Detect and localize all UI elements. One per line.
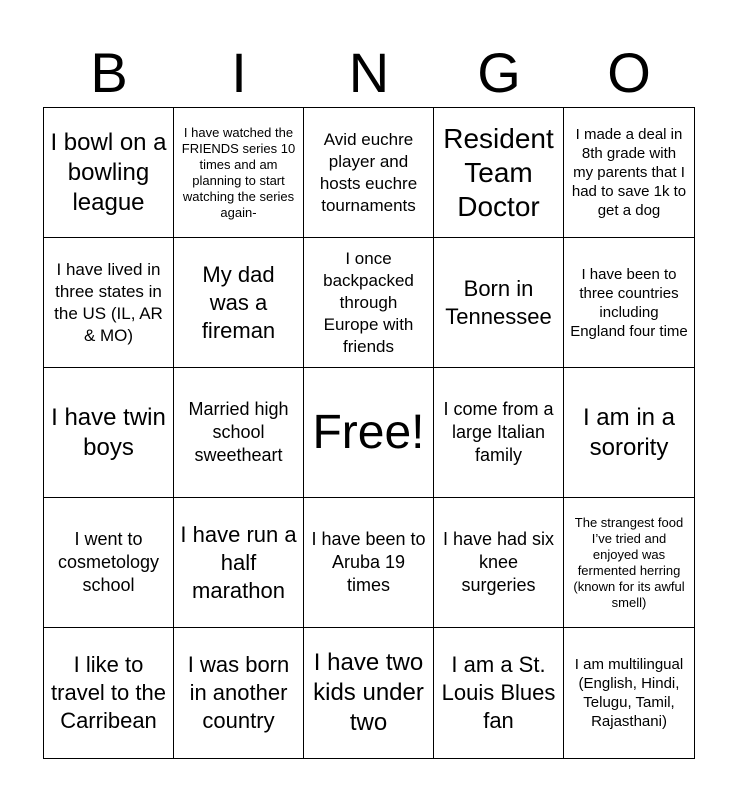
bingo-cell[interactable]: I am in a sorority <box>564 368 694 498</box>
bingo-cell[interactable]: I have been to Aruba 19 times <box>304 498 434 628</box>
bingo-cell[interactable]: I was born in another country <box>174 628 304 758</box>
bingo-cell[interactable]: Resident Team Doctor <box>434 108 564 238</box>
bingo-cell[interactable]: I have run a half marathon <box>174 498 304 628</box>
bingo-cell[interactable]: I have twin boys <box>44 368 174 498</box>
bingo-board <box>43 107 695 759</box>
header-letter-b: B <box>90 41 128 104</box>
bingo-cell[interactable]: I made a deal in 8th grade with my parents that I had to save 1k to get a dog <box>564 108 694 238</box>
bingo-cell[interactable]: The strangest food I’ve tried and enjoyed was fermented herring (known for its awful smell) <box>564 498 694 628</box>
header-letter-i: I <box>231 41 247 104</box>
bingo-cell[interactable]: I have watched the FRIENDS series 10 times and am planning to start watching the series again- <box>174 108 304 238</box>
header-letter-n: N <box>348 41 390 104</box>
bingo-cell[interactable]: I bowl on a bowling league <box>44 108 174 238</box>
bingo-cell[interactable]: I have had six knee surgeries <box>434 498 564 628</box>
bingo-cell[interactable]: Avid euchre player and hosts euchre tournaments <box>304 108 434 238</box>
bingo-cell[interactable]: Born in Tennessee <box>434 238 564 368</box>
bingo-cell[interactable]: I went to cosmetology school <box>44 498 174 628</box>
free-space[interactable]: Free! <box>304 368 434 498</box>
bingo-cell[interactable]: Married high school sweetheart <box>174 368 304 498</box>
bingo-cell[interactable]: I am multilingual (English, Hindi, Telugu, Tamil, Rajasthani) <box>574 656 684 730</box>
bingo-cell[interactable]: My dad was a fireman <box>174 238 304 368</box>
header-letter-g: G <box>477 41 521 104</box>
bingo-cell[interactable]: I have been to three countries including England four time <box>564 238 694 368</box>
bingo-cell[interactable]: I come from a large Italian family <box>434 368 564 498</box>
bingo-cell[interactable]: I once backpacked through Europe with friends <box>304 238 434 368</box>
bingo-cell[interactable]: I am a St. Louis Blues fan <box>434 628 564 758</box>
bingo-cell[interactable]: I have two kids under two <box>304 628 434 758</box>
bingo-cell[interactable]: I like to travel to the Carribean <box>44 628 174 758</box>
bingo-header <box>44 40 694 106</box>
bingo-cell[interactable]: I have lived in three states in the US (IL, AR & MO) <box>44 238 174 368</box>
header-letter-o: O <box>607 41 651 104</box>
